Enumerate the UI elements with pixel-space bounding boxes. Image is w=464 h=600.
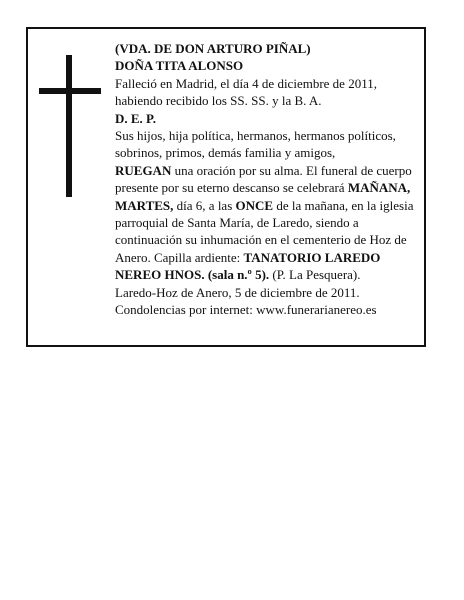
ceremony-text: de la mañana, en la iglesia parroquial de Santa María, de Laredo, siendo a continuación su inhumación en el cementerio de Hoz de Anero. Capilla ardiente: bbox=[115, 197, 414, 265]
cross-horizontal-bar bbox=[39, 88, 101, 94]
family-line: Sus hijos, hija política, hermanos, hermanos políticos, sobrinos, primos, demás familia y amigos, bbox=[115, 128, 396, 161]
place-date: Laredo-Hoz de Anero, 5 de diciembre de 2011. bbox=[115, 284, 360, 300]
widow-header: (VDA. DE DON ARTURO PIÑAL) bbox=[115, 41, 311, 56]
funeral-day: MAÑANA, MARTES, bbox=[115, 180, 411, 213]
cross-vertical-bar bbox=[66, 55, 72, 197]
ceremony-paragraph bbox=[115, 162, 415, 284]
death-statement: Falleció en Madrid, el día 4 de diciembre de 2011, habiendo recibido los SS. SS. y la B. A. bbox=[115, 75, 377, 109]
obituary-notice bbox=[26, 27, 426, 347]
ruegan-word: RUEGAN bbox=[115, 162, 172, 178]
notice-body bbox=[115, 40, 415, 319]
dep-line: D. E. P. bbox=[115, 110, 157, 126]
chapel-location: (P. La Pesquera). bbox=[269, 267, 361, 283]
date-text: día 6, a las bbox=[173, 197, 236, 213]
prayer-text: una oración por su alma. El funeral de cuerpo presente por su eterno descanso se celebrará bbox=[115, 162, 412, 196]
deceased-name: DOÑA TITA ALONSO bbox=[115, 58, 244, 74]
condolences-line: Condolencias por internet: www.funerarianereo.es bbox=[115, 302, 377, 318]
chapel-name: TANATORIO LAREDO NEREO HNOS. (sala n.º 5). bbox=[115, 249, 381, 283]
funeral-time: ONCE bbox=[235, 197, 274, 213]
cross-icon bbox=[39, 55, 101, 197]
